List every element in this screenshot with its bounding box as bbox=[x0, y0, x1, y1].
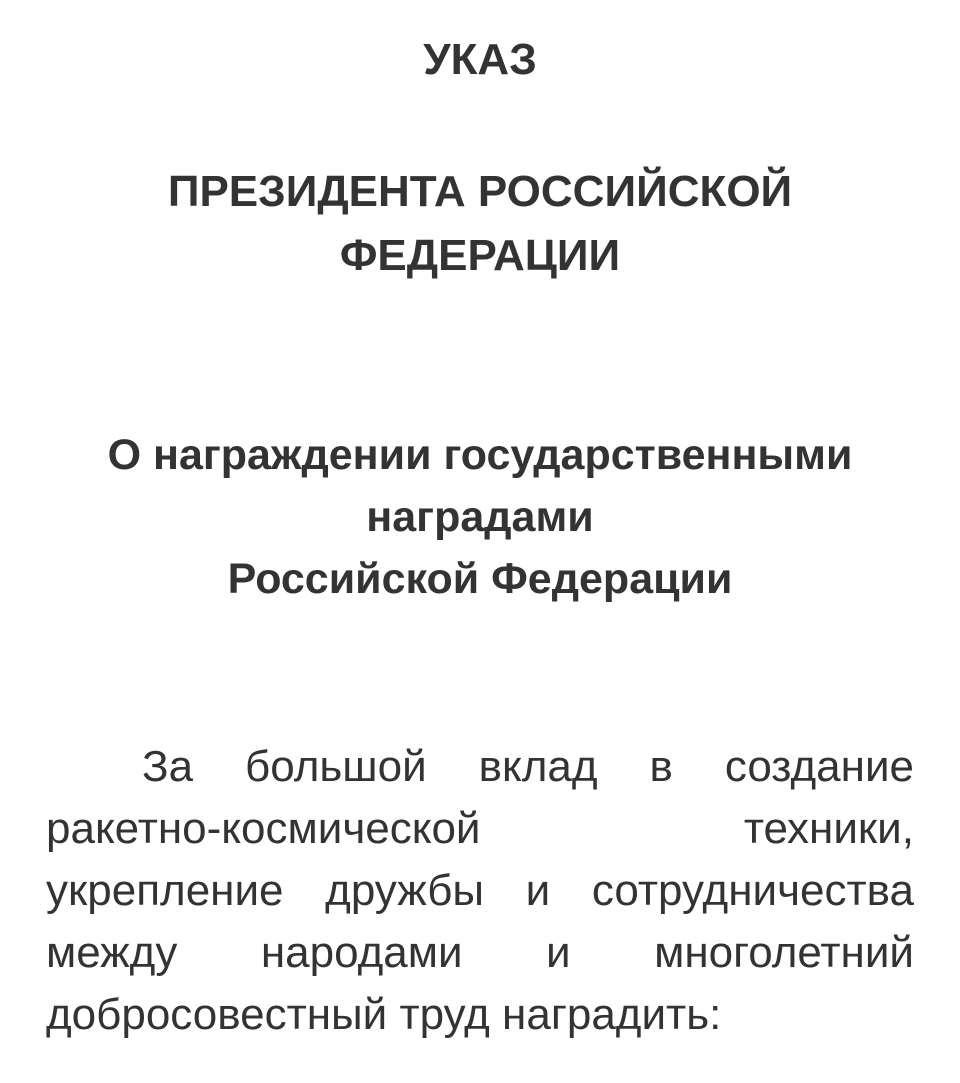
title-line: наградами bbox=[366, 493, 594, 541]
title-line: Российской Федерации bbox=[227, 555, 733, 603]
body-line: между народами и многолетний bbox=[46, 928, 914, 977]
document-issuer bbox=[0, 160, 960, 288]
body-line: укрепление дружбы и сотрудничества bbox=[46, 866, 914, 915]
document-title bbox=[0, 424, 960, 610]
issuer-line: ФЕДЕРАЦИИ bbox=[339, 231, 621, 280]
body-line: добросовестный труд наградить: bbox=[46, 990, 722, 1039]
body-line: За большой вклад в создание bbox=[142, 742, 914, 791]
document-body-paragraph bbox=[46, 736, 914, 1046]
document-heading: УКАЗ bbox=[423, 35, 537, 84]
issuer-line: ПРЕЗИДЕНТА РОССИЙСКОЙ bbox=[167, 167, 793, 216]
body-line: ракетно-космической техники, bbox=[46, 804, 914, 853]
title-line: О награждении государственными bbox=[107, 431, 853, 479]
